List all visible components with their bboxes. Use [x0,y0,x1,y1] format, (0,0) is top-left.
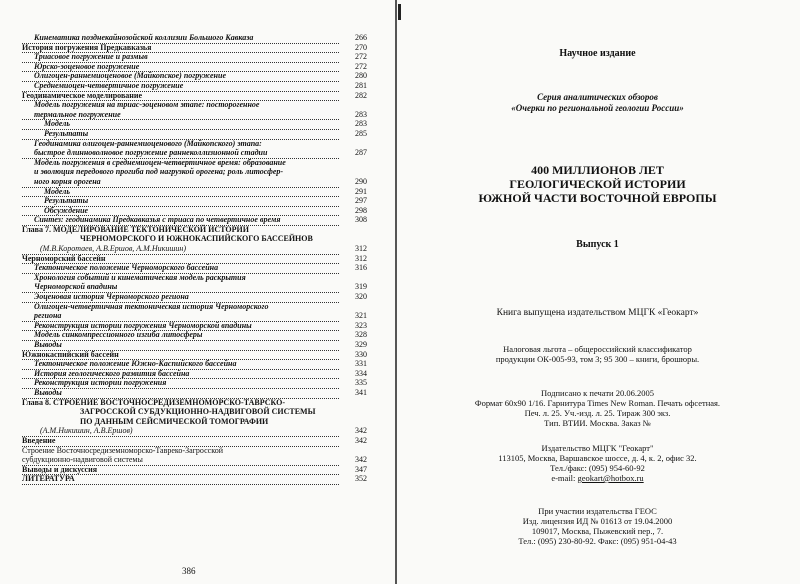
toc-entry [22,369,367,379]
toc-entry [22,206,367,216]
toc-entry-title: ЗАГРОССКОЙ СУБДУКЦИОННО-НАДВИГОВОЙ СИСТЕМЫ [80,407,316,417]
toc-entry [22,158,367,168]
toc-entry [22,119,367,129]
toc-entry-page: 291 [355,186,367,196]
book-gutter [395,0,397,584]
toc-entry-title: Модель погружения в среднемиоцен-четвертичное время: образование [34,157,286,167]
toc-entry [22,167,367,177]
toc-entry-title: История геологического развития бассейна [22,369,339,380]
toc-entry-title: (М.В.Коротаев, А.В.Ершов, А.М.Никишин) [22,244,339,255]
toc-entry [22,71,367,81]
toc-entry-title: и эволюция передового прогиба под нагрузкой орогена; роль литосфер- [34,167,284,177]
toc-entry-title: Модель синкомпрессионного изгиба литосферы [22,330,339,341]
toc-entry [22,234,367,244]
toc-entry-page: 297 [355,196,367,206]
print-line-3: Печ. л. 25. Уч.-изд. л. 25. Тираж 300 экз. [524,408,671,418]
print-line-4: Тип. ВТИИ. Москва. Заказ № [544,418,651,428]
publisher-line-3: Тел./факс: (095) 954-60-92 [550,463,645,473]
toc-entry [22,350,367,360]
toc-entry [22,330,367,340]
gutter-mark [398,4,401,20]
toc-entry [22,398,367,408]
toc-entry [22,225,367,235]
book-title-line-1: 400 МИЛЛИОНОВ ЛЕТ [531,163,664,177]
toc-entry [22,292,367,302]
toc-entry-title: Эоценовая история Черноморского региона [22,292,339,303]
publisher-line-2: 113105, Москва, Варшавское шоссе, д. 4, к. 2, офис 32. [498,453,697,463]
toc-entry [22,455,367,465]
toc-entry-page: 312 [355,244,367,254]
toc-entry [22,100,367,110]
toc-entry-page: 283 [355,119,367,129]
toc-entry-page: 330 [355,349,367,359]
print-line-2: Формат 60x90 1/16. Гарнитура Times New Roman. Печать офсетная. [474,398,721,408]
email-label: e-mail: [551,473,578,483]
toc-entry-page: 331 [355,359,367,369]
toc-entry [22,436,367,446]
toc-entry-title: Тектоническое положение Южно-Каспийского бассейна [22,359,339,370]
toc-entry-page: 280 [355,71,367,81]
toc-entry [22,110,367,120]
geos-line-1: При участии издательства ГЕОС [538,506,657,516]
toc-entry [22,215,367,225]
toc-entry-title: Результаты [22,129,339,140]
toc-entry-page: 342 [355,455,367,465]
toc-entry-page: 285 [355,128,367,138]
publisher-line-4 [395,473,800,483]
toc-entry-page: 272 [355,52,367,62]
edition-label: Научное издание [559,48,636,59]
toc-entry-title: Строение Восточносредиземноморско-Тавреко-Загросской [22,445,223,455]
toc-entry-page: 328 [355,330,367,340]
toc-entry-page: 282 [355,90,367,100]
toc-entry [22,474,367,484]
toc-entry-title: субдукционно-надвиговой системы [22,455,339,466]
toc-entry-page: 316 [355,263,367,273]
series-line-1: Серия аналитических обзоров [537,92,658,102]
toc-entry-page: 323 [355,320,367,330]
toc-entry-title: Олигоцен-четвертичная тектоническая история Черноморского [34,301,269,311]
print-line-1: Подписано к печати 20.06.2005 [541,388,654,398]
series-line-2: «Очерки по региональной геологии России» [511,103,684,113]
geos-line-4: Тел.: (095) 230-80-92. Факс: (095) 951-04-43 [518,536,677,546]
toc-entry [22,148,367,158]
toc-entry-page: 308 [355,215,367,225]
toc-entry-title: Триасовое погружение и размыв [22,52,339,63]
toc-entry-title: Юрско-эоценовое погружение [22,62,339,73]
tax-line-2: продукции ОК-005-93, том 3; 95 300 – книги, брошюры. [495,354,700,364]
toc-entry-page: 342 [355,435,367,445]
toc-entry-title: Глава 8. СТРОЕНИЕ ВОСТОЧНОСРЕДИЗЕМНОМОРСКО-ТАВРСКО- [22,397,285,407]
toc-entry [22,388,367,398]
toc-entry [22,244,367,254]
toc-entry [22,62,367,72]
toc-entry-page: 319 [355,282,367,292]
toc-entry [22,446,367,456]
toc-entry [22,321,367,331]
toc-entry-title: Хронология событий и кинематическая модель раскрытия [34,272,246,282]
toc-entry-page: 341 [355,387,367,397]
toc-entry [22,302,367,312]
toc-entry-page: 298 [355,205,367,215]
toc-entry [22,177,367,187]
toc-entry-title: ЧЕРНОМОРСКОГО И ЮЖНОКАСПИЙСКОГО БАССЕЙНОВ [80,234,313,244]
toc-entry-page: 312 [355,253,367,263]
publisher-note: Книга выпущена издательством МЦГК «Геокарт» [496,308,699,318]
toc-entry-page: 290 [355,176,367,186]
toc-entry-title: Выводы и дискуссия [22,465,339,476]
toc-entry-page: 270 [355,42,367,52]
toc-entry-page: 335 [355,378,367,388]
toc-entry [22,43,367,53]
toc-entry-title: История погружения Предкавказья [22,43,339,54]
toc-entry-page: 334 [355,368,367,378]
book-title-line-3: ЮЖНОЙ ЧАСТИ ВОСТОЧНОЙ ЕВРОПЫ [478,191,717,205]
toc-entry-title: Кинематика позднекайнозойской коллизии Большого Кавказа [22,33,339,44]
toc-entry [22,33,367,43]
toc-entry-title: Реконструкция истории погружения [22,378,339,389]
toc-entry-page: 320 [355,292,367,302]
toc-entry [22,417,367,427]
toc-entry [22,282,367,292]
toc-entry [22,139,367,149]
toc-entry-page: 266 [355,33,367,42]
publisher-line-1: Издательство МЦГК "Геокарт" [541,443,654,453]
toc-entry-title: Глава 7. МОДЕЛИРОВАНИЕ ТЕКТОНИЧЕСКОЙ ИСТОРИИ [22,224,249,234]
toc-entry-title: ПО ДАННЫМ СЕЙСМИЧЕСКОЙ ТОМОГРАФИИ [80,416,269,426]
toc-entry-title: Модель [22,187,339,198]
toc-entry [22,91,367,101]
toc-entry-title: ЛИТЕРАТУРА [22,474,339,485]
table-of-contents [22,33,367,484]
toc-entry-page: 272 [355,61,367,71]
toc-entry-title: Выводы [22,340,339,351]
toc-entry-title: региона [22,311,339,322]
toc-entry [22,465,367,475]
toc-entry-title: термальное погружение [22,110,339,121]
toc-entry-page: 281 [355,80,367,90]
toc-entry-title: Реконструкция истории погружения Черноморской впадины [22,321,339,332]
toc-entry-title: Тектоническое положение Черноморского бассейна [22,263,339,274]
email-link[interactable]: geokart@hotbox.ru [577,473,644,483]
issue-number: Выпуск 1 [576,239,619,250]
geos-line-2: Изд. лицензия ИД № 01613 от 19.04.2000 [522,516,673,526]
toc-entry [22,378,367,388]
toc-entry-page: 321 [355,311,367,321]
toc-entry [22,52,367,62]
toc-entry-title: Введение [22,436,339,447]
toc-entry [22,426,367,436]
book-title-line-2: ГЕОЛОГИЧЕСКОЙ ИСТОРИИ [509,177,686,191]
toc-entry-page: 283 [355,109,367,119]
toc-entry-page: 287 [355,148,367,158]
toc-entry [22,254,367,264]
toc-entry [22,196,367,206]
toc-entry [22,263,367,273]
right-page [395,0,800,584]
toc-entry-title: (А.М.Никишин, А.В.Ершов) [22,426,339,437]
toc-entry-page: 347 [355,464,367,474]
page-number: 386 [182,566,196,576]
toc-entry-title: Геодинамическое моделирование [22,91,339,102]
toc-entry-page: 342 [355,426,367,436]
toc-entry [22,81,367,91]
toc-entry-title: Южнокаспийский бассейн [22,350,339,361]
toc-entry [22,129,367,139]
tax-line-1: Налоговая льгота – общероссийский классификатор [503,344,692,354]
toc-entry [22,359,367,369]
toc-entry-title: Модель [22,119,339,130]
toc-entry-title: Олигоцен-раннемиоценовое (Майкопское) погружение [22,71,339,82]
toc-entry [22,311,367,321]
toc-entry [22,273,367,283]
toc-entry [22,407,367,417]
toc-entry-title: Результаты [22,196,339,207]
toc-entry-title: Выводы [22,388,339,399]
toc-entry-title: быстрое длинноволновое погружение раннеколлизионной стадии [22,148,339,159]
toc-entry-title: Модель погружения на триас-эоценовом этапе: посторогенное [34,100,260,110]
toc-entry [22,187,367,197]
geos-line-3: 109017, Москва, Пыжевский пер., 7. [531,526,664,536]
toc-entry-page: 329 [355,340,367,349]
toc-entry-title: ного корня орогена [22,177,339,188]
toc-entry-title: Черноморский бассейн [22,254,339,265]
toc-entry-page: 352 [355,474,367,484]
toc-entry [22,340,367,350]
toc-entry-title: Геодинамика олигоцен-раннемиоценового (Майкопского) этапа: [34,138,262,148]
toc-entry-title: Среднемиоцен-четвертичное погружение [22,81,339,92]
toc-entry-title: Синтез: геодинамика Предкавказья с триаса по четвертичное время [22,215,339,226]
toc-entry-title: Черноморской впадины [22,282,339,293]
toc-entry-title: Обсуждение [22,206,339,217]
